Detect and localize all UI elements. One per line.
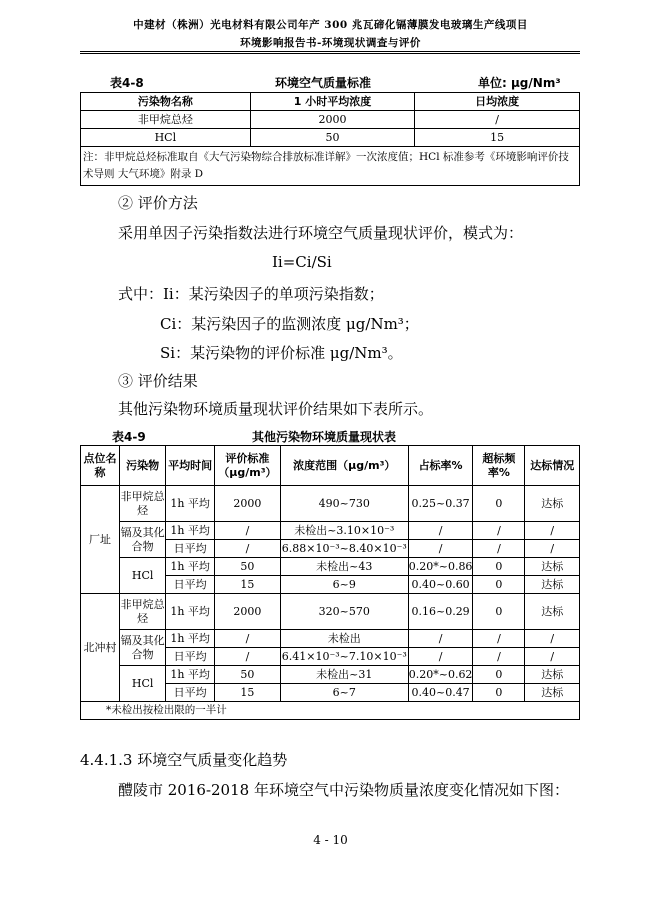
table-header-cell: 污染物名称 <box>81 93 251 111</box>
doc-header-subtitle: 环境影响报告书-环境现状调查与评价 <box>240 37 421 49</box>
table-cell: 15 <box>415 129 580 147</box>
table-cell: / <box>415 111 580 129</box>
table-cell: 6.88×10⁻³~8.40×10⁻³ <box>280 540 408 558</box>
table-cell: 达标 <box>525 558 580 576</box>
table-header-cell: 超标频率% <box>473 446 525 486</box>
table1-number: 表4-8 <box>110 76 144 90</box>
table-cell: 2000 <box>250 111 415 129</box>
section-heading: 4.4.1.3 环境空气质量变化趋势 <box>80 751 288 769</box>
table-cell: 50 <box>215 666 281 684</box>
table-cell: 未检出 <box>280 630 408 648</box>
table-header-cell: 点位名称 <box>81 446 120 486</box>
header-rule <box>80 51 580 52</box>
pollutant-cell: 非甲烷总烃 <box>120 486 166 522</box>
table-cell: / <box>473 522 525 540</box>
table-cell: 未检出~3.10×10⁻³ <box>280 522 408 540</box>
table-cell: 1h 平均 <box>166 594 215 630</box>
table-cell: 0 <box>473 684 525 702</box>
table-cell: 未检出~31 <box>280 666 408 684</box>
table-cell: 0 <box>473 576 525 594</box>
table-cell: / <box>525 540 580 558</box>
table-cell: 1h 平均 <box>166 558 215 576</box>
table-cell: 达标 <box>525 576 580 594</box>
table2-note: *未检出按检出限的一半计 <box>81 702 580 720</box>
table-cell: 0.20*~0.86 <box>408 558 473 576</box>
table-cell: / <box>473 540 525 558</box>
table-cell: 0.40~0.60 <box>408 576 473 594</box>
table-cell: / <box>473 630 525 648</box>
table1-title: 环境空气质量标准 <box>275 76 372 90</box>
table-cell: 15 <box>215 576 281 594</box>
formula: Ii=Ci/Si <box>272 253 332 271</box>
header-rule-2 <box>80 53 580 54</box>
pollutant-cell: 非甲烷总烃 <box>120 594 166 630</box>
table-cell: 达标 <box>525 684 580 702</box>
table-cell: 1h 平均 <box>166 666 215 684</box>
table-header-cell: 占标率% <box>408 446 473 486</box>
table-cell: 2000 <box>215 486 281 522</box>
table-header-cell: 日均浓度 <box>415 93 580 111</box>
table-cell: 日平均 <box>166 576 215 594</box>
table-cell: 0 <box>473 666 525 684</box>
table-cell: 2000 <box>215 594 281 630</box>
table-cell: / <box>525 522 580 540</box>
table-cell: 0.40~0.47 <box>408 684 473 702</box>
heading-evaluation-result: ③ 评价结果 <box>118 372 198 390</box>
pollutant-cell: 镉及其化合物 <box>120 630 166 666</box>
table-row <box>81 522 580 540</box>
pollutant-cell: 镉及其化合物 <box>120 522 166 558</box>
paragraph-result: 其他污染物环境质量现状评价结果如下表所示。 <box>118 400 434 418</box>
table-cell: 0.16~0.29 <box>408 594 473 630</box>
definition-ci: Ci：某污染因子的监测浓度 μg/Nm³； <box>160 315 419 333</box>
table-cell: 非甲烷总烃 <box>81 111 251 129</box>
pollutant-cell: HCl <box>120 666 166 702</box>
table-cell: / <box>215 630 281 648</box>
table-header-cell: 浓度范围（μg/m³） <box>280 446 408 486</box>
table-cell: 达标 <box>525 666 580 684</box>
table-cell: 490~730 <box>280 486 408 522</box>
table1-note: 注：非甲烷总烃标准取自《大气污染物综合排放标准详解》一次浓度值；HCl 标准参考《环境影响评价技术导则 大气环境》附录 D <box>81 147 580 186</box>
site-cell: 厂址 <box>81 486 120 594</box>
table-row <box>81 129 580 147</box>
table-header-row <box>81 446 580 486</box>
table-cell: 1h 平均 <box>166 522 215 540</box>
table-note-row <box>81 702 580 720</box>
heading-evaluation-method: ② 评价方法 <box>118 194 198 212</box>
site-cell: 北冲村 <box>81 594 120 702</box>
definition-ii: 式中：Ii：某污染因子的单项污染指数； <box>118 285 384 303</box>
table-cell: 50 <box>215 558 281 576</box>
table-header-cell: 污染物 <box>120 446 166 486</box>
page-number: 4 - 10 <box>313 833 348 847</box>
table2-number: 表4-9 <box>112 430 146 444</box>
table-row <box>81 630 580 648</box>
table-cell: 1h 平均 <box>166 630 215 648</box>
table-row <box>81 558 580 576</box>
table-header-row <box>81 93 580 111</box>
table-cell: 0 <box>473 558 525 576</box>
table-cell: 未检出~43 <box>280 558 408 576</box>
table-cell: 6.41×10⁻³~7.10×10⁻³ <box>280 648 408 666</box>
pollutant-cell: HCl <box>120 558 166 594</box>
table-cell: / <box>215 648 281 666</box>
table-row <box>81 486 580 522</box>
table-header-cell: 平均时间 <box>166 446 215 486</box>
table-cell: 50 <box>250 129 415 147</box>
table-cell: 0.20*~0.62 <box>408 666 473 684</box>
table-cell: / <box>408 648 473 666</box>
table-cell: 达标 <box>525 486 580 522</box>
table-cell: 日平均 <box>166 648 215 666</box>
table-cell: HCl <box>81 129 251 147</box>
doc-header-title: 中建材（株洲）光电材料有限公司年产 300 兆瓦碲化镉薄膜发电玻璃生产线项目 <box>133 19 528 31</box>
table-cell: / <box>408 522 473 540</box>
table-cell: 日平均 <box>166 684 215 702</box>
definition-si: Si：某污染物的评价标准 μg/Nm³。 <box>160 344 403 362</box>
table-header-cell: 达标情况 <box>525 446 580 486</box>
air-quality-standard-table <box>80 92 580 186</box>
table-cell: 0 <box>473 486 525 522</box>
table1-unit: 单位: μg/Nm³ <box>478 76 561 90</box>
paragraph-trend: 醴陵市 2016-2018 年环境空气中污染物质量浓度变化情况如下图： <box>118 781 569 799</box>
table-cell: / <box>525 630 580 648</box>
table-cell: 1h 平均 <box>166 486 215 522</box>
table-cell: / <box>525 648 580 666</box>
table-cell: 日平均 <box>166 540 215 558</box>
table-cell: 0 <box>473 594 525 630</box>
table-cell: / <box>215 540 281 558</box>
table-cell: / <box>408 540 473 558</box>
table-row <box>81 111 580 129</box>
table-cell: 15 <box>215 684 281 702</box>
table-cell: 达标 <box>525 594 580 630</box>
table-cell: 6~7 <box>280 684 408 702</box>
table-cell: / <box>473 648 525 666</box>
table-cell: 320~570 <box>280 594 408 630</box>
table-cell: 0.25~0.37 <box>408 486 473 522</box>
table-cell: / <box>408 630 473 648</box>
table-cell: / <box>215 522 281 540</box>
table-cell: 6~9 <box>280 576 408 594</box>
pollutant-status-table <box>80 445 580 720</box>
paragraph-method: 采用单因子污染指数法进行环境空气质量现状评价，模式为： <box>118 224 524 242</box>
table-header-cell: 1 小时平均浓度 <box>250 93 415 111</box>
table-row <box>81 666 580 684</box>
table2-title: 其他污染物环境质量现状表 <box>252 430 397 444</box>
table-row <box>81 594 580 630</box>
table-header-cell: 评价标准（μg/m³） <box>215 446 281 486</box>
table-note-row <box>81 147 580 186</box>
